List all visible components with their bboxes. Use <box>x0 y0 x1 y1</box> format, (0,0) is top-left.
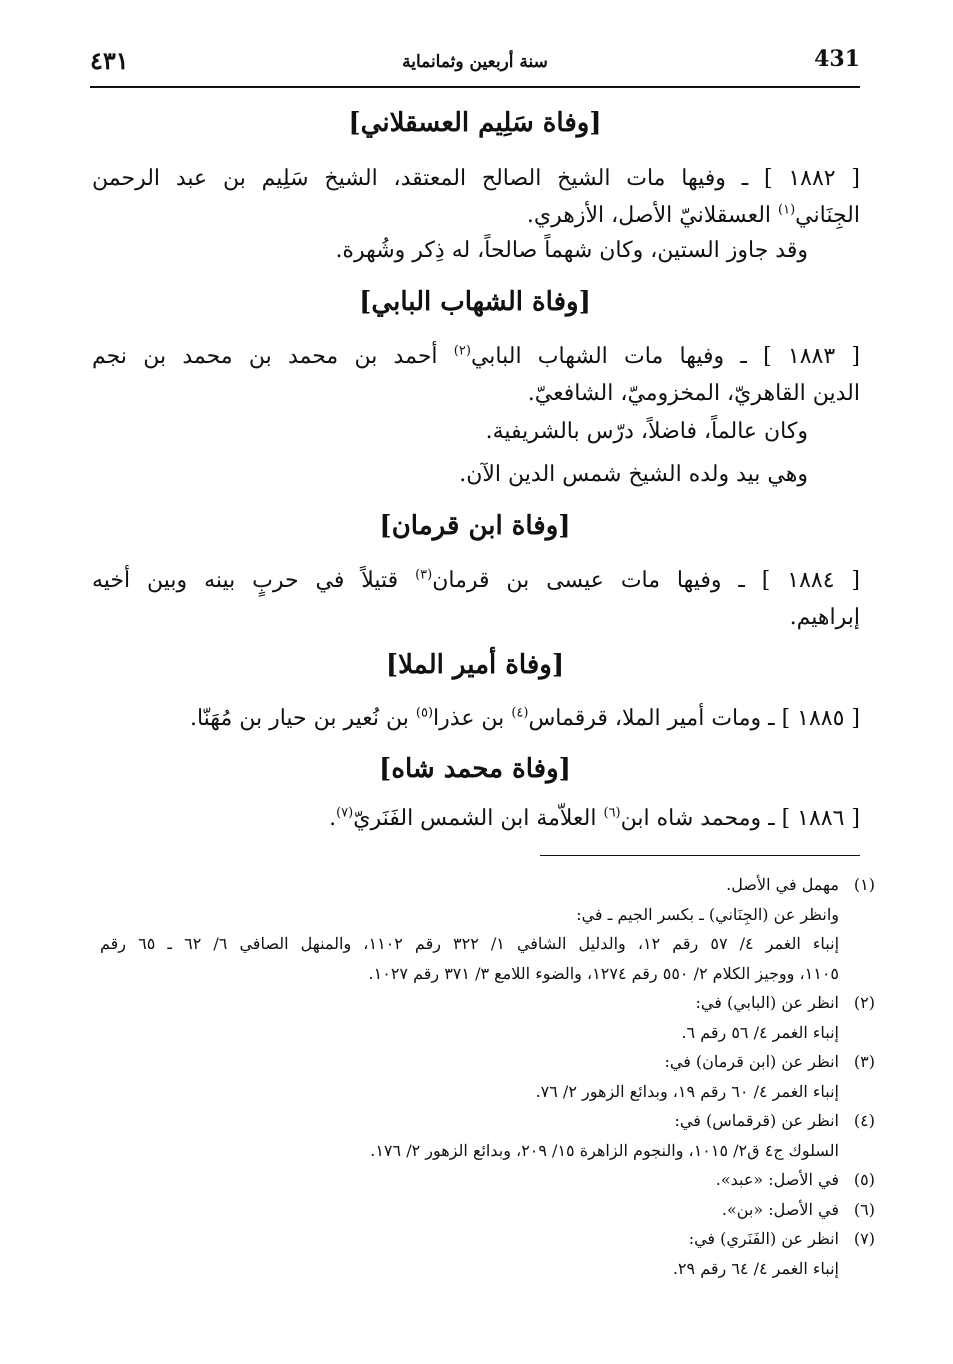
section-heading: [وفاة محمد شاه] <box>379 754 571 784</box>
entry-text: أحمد بن محمد بن محمد بن نجم <box>92 344 438 369</box>
footnote-number: (٤) <box>853 1111 875 1130</box>
footnote-number: (٢) <box>853 993 875 1012</box>
paragraph: وقد جاوز الستين، وكان شهماً صالحاً، له ذِكر وشُهرة. <box>335 238 808 263</box>
entry-line <box>92 338 860 375</box>
footnote-body <box>100 1195 839 1225</box>
footnote-ref[interactable]: (٧) <box>336 805 354 821</box>
footnote-number: (٥) <box>853 1170 875 1189</box>
footnote-ref[interactable]: (٤) <box>511 705 529 721</box>
page-number-arabic: ٤٣١ <box>90 46 129 75</box>
entry-1886 <box>92 800 860 837</box>
footnote-1 <box>100 870 875 988</box>
entry-text: العلاّمة ابن الشمس الفَنَريّ <box>353 806 597 831</box>
entry-line <box>92 562 860 599</box>
entry-text: بن نُعير بن حيار بن مُهَنّا. <box>189 706 409 731</box>
entry-1882 <box>92 160 860 234</box>
footnote-number: (٣) <box>853 1052 875 1071</box>
entry-line <box>92 197 860 234</box>
entry-number: [ ١٨٨٢ ] <box>763 166 860 191</box>
footnote-line: مهمل في الأصل. <box>726 875 839 894</box>
entry-text: . <box>329 806 337 831</box>
footnote-2 <box>100 988 875 1047</box>
entry-text: ـ وفيها مات عيسى بن قرمان <box>432 568 745 593</box>
paragraph: وكان عالماً، فاضلاً، درّس بالشريفية. <box>485 419 808 444</box>
footnote-line: إنباء الغمر ٤/ ٥٧ رقم ١٢، والدليل الشافي ١/ ٣٢٢ رقم ١١٠٢، والمنهل الصافي ٦/ ٦٢ ـ ٦٥ رقم <box>100 934 840 953</box>
entry-text: ـ ومات أمير الملا، قرقماس <box>528 706 775 731</box>
entry-line <box>92 700 860 737</box>
paragraph: وهي بيد ولده الشيخ شمس الدين الآن. <box>459 462 808 487</box>
footnote-ref[interactable]: (٦) <box>603 805 621 821</box>
entry-text: العسقلانيّ الأصل، الأزهري. <box>526 203 772 228</box>
footnote-line: إنباء الغمر ٤/ ٥٦ رقم ٦. <box>681 1022 839 1042</box>
entry-line <box>92 160 860 197</box>
entry-line: الدين القاهريّ، المخزوميّ، الشافعيّ. <box>527 381 860 406</box>
footnote-3 <box>100 1047 875 1106</box>
footnote-ref[interactable]: (٣) <box>415 567 433 583</box>
footnote-ref[interactable]: (٢) <box>453 343 471 359</box>
footnote-body <box>100 988 839 1047</box>
footnote-line: وانظر عن (الجِنَاني) ـ بكسر الجيم ـ في: <box>576 904 839 924</box>
entry-text: قتيلاً في حربٍ بينه وبين أخيه <box>92 568 399 593</box>
running-header <box>90 42 860 88</box>
footnote-body <box>100 1106 839 1165</box>
footnote-line: في الأصل: «بن». <box>721 1199 839 1219</box>
section-heading: [وفاة سَلِيم العسقلاني] <box>348 108 602 138</box>
footnote-ref[interactable]: (١) <box>778 202 796 218</box>
entry-number: [ ١٨٨٣ ] <box>763 344 861 369</box>
footnote-body <box>100 1224 839 1283</box>
section-heading: [وفاة ابن قرمان] <box>379 511 571 541</box>
entry-number: [ ١٨٨٥ ] <box>781 706 860 731</box>
entry-text: ـ وفيها مات الشيخ الصالح المعتقد، الشيخ سَلِيم بن عبد الرحمن <box>92 166 749 191</box>
footnote-number: (٧) <box>853 1229 875 1248</box>
entry-1885 <box>92 700 860 737</box>
running-title: سنة أربعين وثمانماية <box>402 52 548 72</box>
footnote-separator <box>540 855 860 856</box>
footnote-body <box>100 1047 839 1106</box>
footnote-number: (١) <box>853 875 875 894</box>
footnote-body <box>100 870 839 988</box>
entry-text: الجِنَاني <box>795 203 860 228</box>
footnote-line: انظر عن (الفَنَري) في: <box>688 1229 839 1248</box>
entry-number: [ ١٨٨٤ ] <box>761 568 861 593</box>
footnote-4 <box>100 1106 875 1165</box>
entry-text: ـ وفيها مات الشهاب البابي <box>470 344 747 369</box>
footnote-line: انظر عن (قرقماس) في: <box>674 1111 839 1130</box>
footnote-number: (٦) <box>853 1199 875 1219</box>
entry-text: ـ ومحمد شاه ابن <box>620 806 775 831</box>
footnote-body <box>100 1165 839 1195</box>
entry-text: بن عذرا <box>433 706 505 731</box>
section-heading: [وفاة أمير الملا] <box>385 650 565 680</box>
footnote-6 <box>100 1195 875 1225</box>
section-heading: [وفاة الشهاب البابي] <box>359 287 591 317</box>
footnote-line: السلوك ج٤ ق٢/ ١٠١٥، والنجوم الزاهرة ١٥/ ٢٠٩، وبدائع الزهور ٢/ ١٧٦. <box>370 1140 839 1160</box>
footnote-line: ١١٠٥، ووجيز الكلام ٢/ ٥٥٠ رقم ١٢٧٤، والضوء اللامع ٣/ ٣٧١ رقم ١٠٢٧. <box>368 963 839 983</box>
entry-line <box>92 800 860 837</box>
footnote-ref[interactable]: (٥) <box>415 705 434 721</box>
footnote-line: إنباء الغمر ٤/ ٦٤ رقم ٢٩. <box>672 1258 839 1278</box>
entry-line: إبراهيم. <box>789 605 860 630</box>
footnote-5 <box>100 1165 875 1195</box>
footnote-line: إنباء الغمر ٤/ ٦٠ رقم ١٩، وبدائع الزهور ٢/ ٧٦. <box>535 1081 839 1101</box>
footnote-7 <box>100 1224 875 1283</box>
footnote-line: في الأصل: «عبد». <box>715 1170 839 1189</box>
page-number-latin: 431 <box>814 46 860 72</box>
footnote-line: انظر عن (البابي) في: <box>695 993 839 1012</box>
entry-1884 <box>92 562 860 636</box>
footnotes <box>100 870 875 1283</box>
footnote-line: انظر عن (ابن قرمان) في: <box>664 1052 839 1071</box>
entry-1883 <box>92 338 860 412</box>
entry-number: [ ١٨٨٦ ] <box>781 806 860 831</box>
